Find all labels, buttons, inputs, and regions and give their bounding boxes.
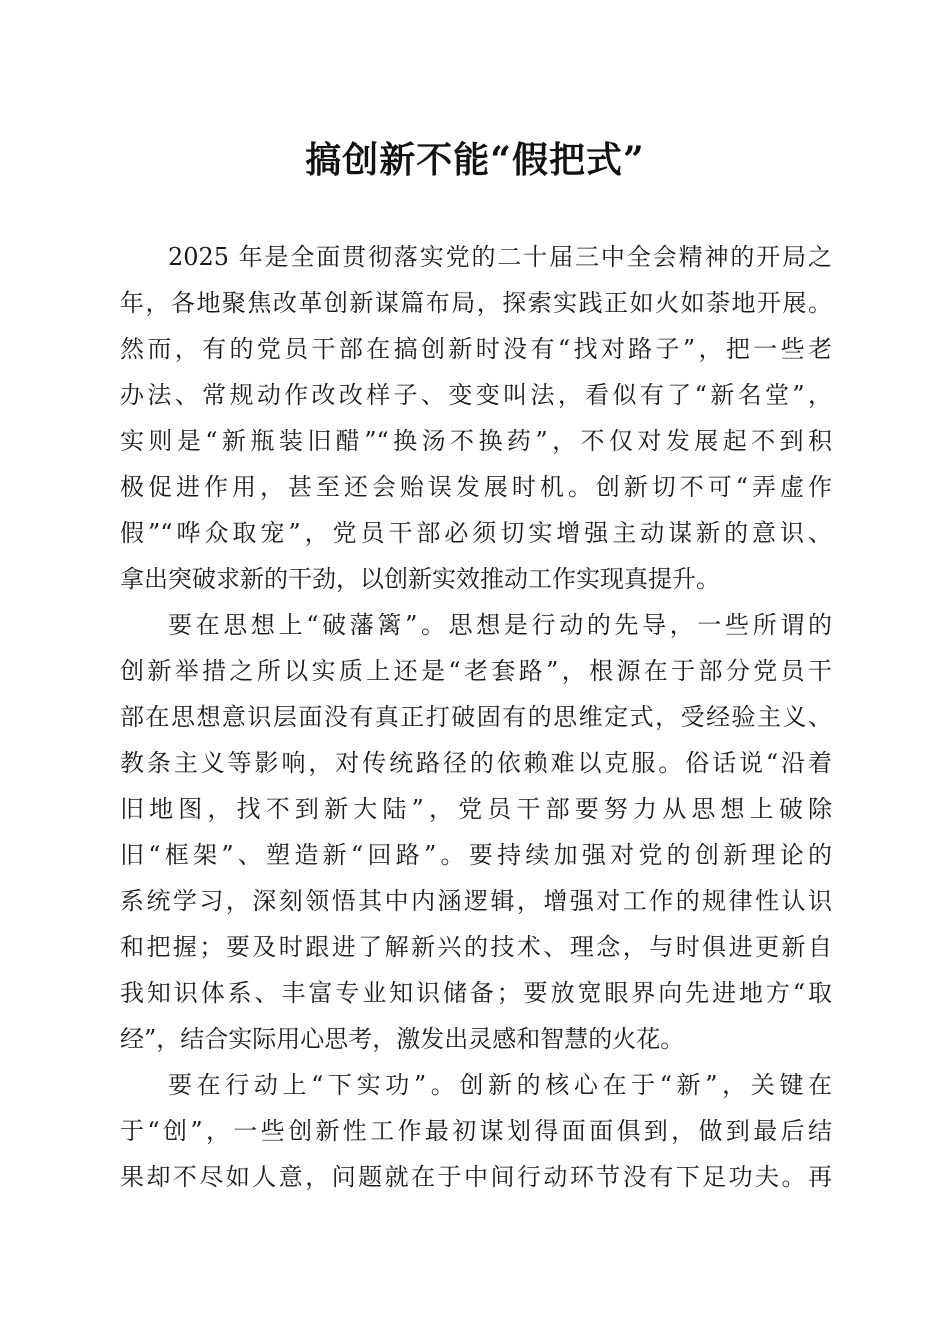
- text-line: 拿出突破求新的干劲，以创新实效推动工作实现真提升。: [120, 565, 720, 593]
- text-line: 经”，结合实际用心思考，激发出灵感和智慧的火花。: [120, 1025, 685, 1053]
- text-line: 教条主义等影响，对传统路径的依赖难以克服。俗话说“沿着: [120, 749, 832, 777]
- text-line: 部在思想意识层面没有真正打破固有的思维定式，受经验主义、: [120, 703, 832, 731]
- document-title: 搞创新不能“假把式”: [305, 139, 645, 181]
- text-line: 旧“框架”、塑造新“回路”。要持续加强对党的创新理论的: [120, 841, 832, 869]
- text-line: 旧地图，找不到新大陆”，党员干部要努力从思想上破除: [120, 795, 832, 823]
- text-line: 和把握；要及时跟进了解新兴的技术、理念，与时俱进更新自: [120, 933, 832, 961]
- document-body: [120, 234, 832, 1200]
- text-line: 办法、常规动作改改样子、变变叫法，看似有了“新名堂”，: [120, 381, 832, 409]
- text-line: 要在思想上“破藩篱”。思想是行动的先导，一些所谓的: [168, 611, 832, 639]
- text-line: 要在行动上“下实功”。创新的核心在于“新”，关键在: [168, 1071, 832, 1099]
- text-line: 然而，有的党员干部在搞创新时没有“找对路子”，把一些老: [120, 335, 832, 363]
- text-line: 假”“哗众取宠”，党员干部必须切实增强主动谋新的意识、: [120, 519, 832, 547]
- text-line: 实则是“新瓶装旧醋”“换汤不换药”，不仅对发展起不到积: [120, 427, 832, 455]
- text-line: 创新举措之所以实质上还是“老套路”，根源在于部分党员干: [120, 657, 832, 685]
- text-line: 于“创”，一些创新性工作最初谋划得面面俱到，做到最后结: [120, 1117, 832, 1145]
- text-line: 我知识体系、丰富专业知识储备；要放宽眼界向先进地方“取: [120, 979, 832, 1007]
- text-line: 2025 年是全面贯彻落实党的二十届三中全会精神的开局之: [168, 243, 832, 271]
- paragraph: [120, 234, 832, 602]
- paragraph: [120, 1062, 832, 1200]
- text-line: 果却不尽如人意，问题就在于中间行动环节没有下足功夫。再: [120, 1163, 832, 1191]
- text-line: 极促进作用，甚至还会贻误发展时机。创新切不可“弄虚作: [120, 473, 832, 501]
- text-line: 年，各地聚焦改革创新谋篇布局，探索实践正如火如荼地开展。: [120, 289, 832, 317]
- text-line: 系统学习，深刻领悟其中内涵逻辑，增强对工作的规律性认识: [120, 887, 832, 915]
- paragraph: [120, 602, 832, 1062]
